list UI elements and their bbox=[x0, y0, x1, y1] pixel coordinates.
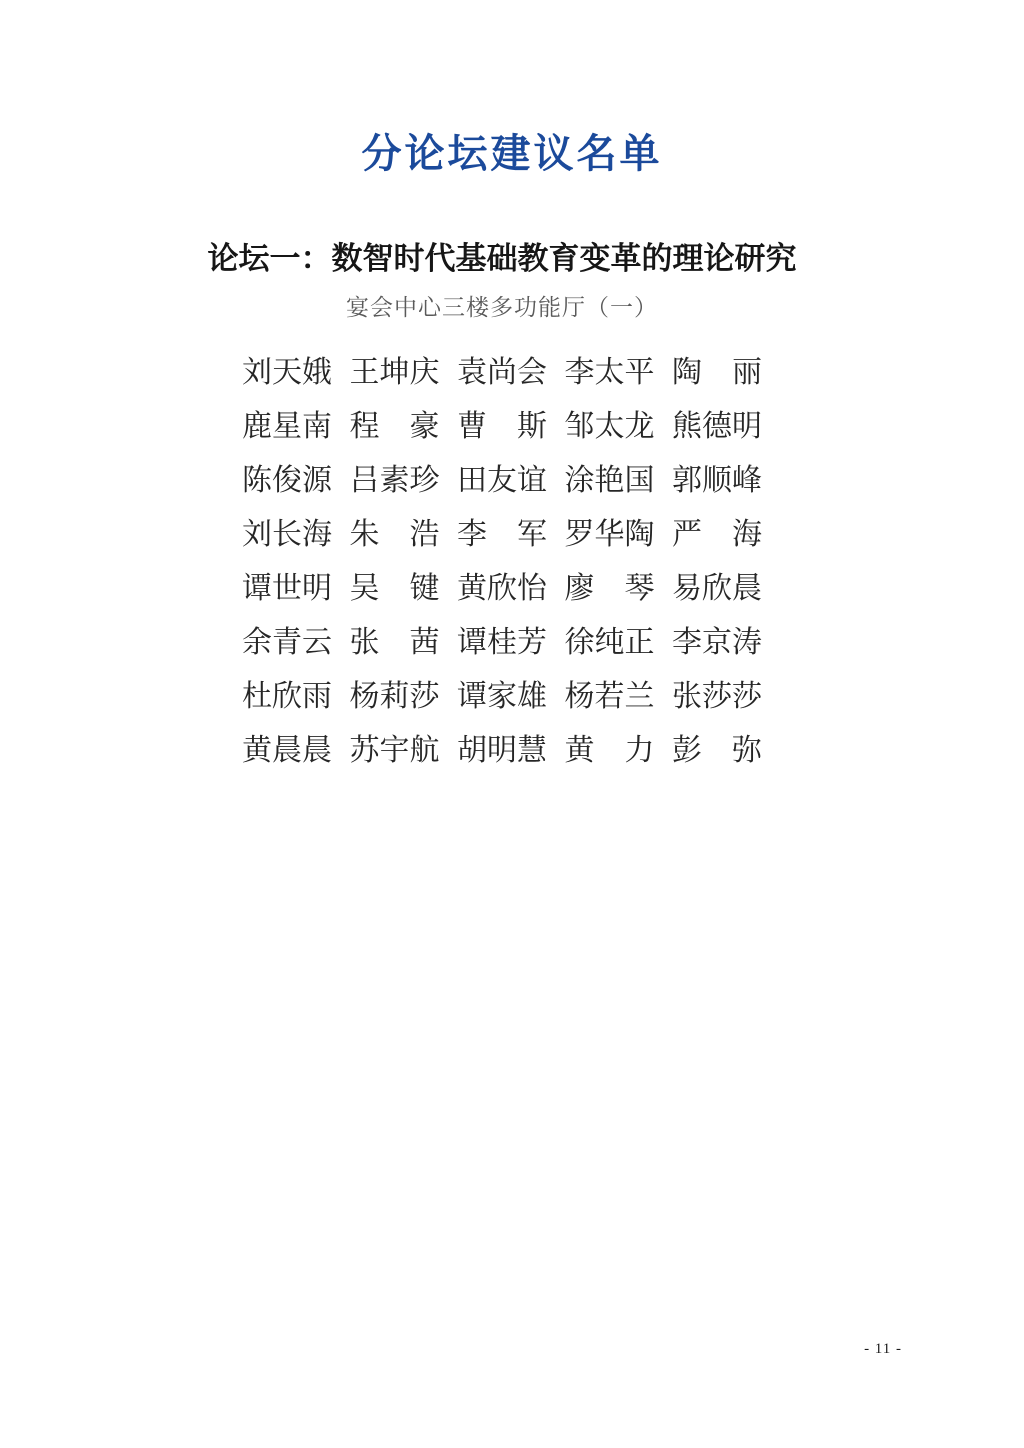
name-cell: 涂艳国 bbox=[564, 464, 655, 497]
page-number: - 11 - bbox=[864, 1341, 902, 1357]
name-cell: 张莎莎 bbox=[672, 680, 762, 713]
name-cell: 彭 弥 bbox=[672, 734, 762, 767]
name-cell: 田友谊 bbox=[457, 464, 547, 497]
name-cell: 杨莉莎 bbox=[349, 680, 440, 713]
name-cell: 邹太龙 bbox=[564, 410, 655, 443]
name-cell: 谭桂芳 bbox=[457, 626, 547, 659]
name-cell: 曹 斯 bbox=[457, 410, 547, 443]
name-cell: 胡明慧 bbox=[457, 734, 547, 767]
name-cell: 杜欣雨 bbox=[242, 680, 332, 713]
name-cell: 罗华陶 bbox=[564, 518, 655, 551]
name-cell: 谭世明 bbox=[242, 572, 332, 605]
name-cell: 吕素珍 bbox=[349, 464, 440, 497]
name-cell: 黄 力 bbox=[564, 734, 655, 767]
name-cell: 廖 琴 bbox=[564, 572, 655, 605]
name-cell: 吴 键 bbox=[349, 572, 440, 605]
page-title: 分论坛建议名单 bbox=[361, 132, 663, 176]
name-cell: 李 军 bbox=[457, 518, 547, 551]
name-cell: 易欣晨 bbox=[672, 572, 762, 605]
name-cell: 熊德明 bbox=[672, 410, 762, 443]
attendee-name-grid bbox=[242, 346, 764, 778]
name-cell: 王坤庆 bbox=[349, 356, 440, 389]
name-cell: 张 茜 bbox=[349, 626, 440, 659]
name-cell: 鹿星南 bbox=[242, 410, 332, 443]
name-cell: 程 豪 bbox=[349, 410, 440, 443]
name-cell: 黄欣怡 bbox=[457, 572, 547, 605]
name-cell: 余青云 bbox=[242, 626, 332, 659]
forum-heading: 论坛一：数智时代基础教育变革的理论研究 bbox=[207, 241, 797, 276]
name-cell: 刘长海 bbox=[242, 518, 332, 551]
name-cell: 朱 浩 bbox=[349, 518, 440, 551]
name-cell: 陈俊源 bbox=[242, 464, 332, 497]
name-cell: 徐纯正 bbox=[564, 626, 655, 659]
name-cell: 杨若兰 bbox=[564, 680, 655, 713]
name-cell: 苏宇航 bbox=[349, 734, 440, 767]
name-cell: 严 海 bbox=[672, 518, 762, 551]
name-cell: 李太平 bbox=[564, 356, 655, 389]
name-cell: 陶 丽 bbox=[672, 356, 762, 389]
name-cell: 郭顺峰 bbox=[672, 464, 762, 497]
name-cell: 李京涛 bbox=[672, 626, 762, 659]
name-cell: 袁尚会 bbox=[457, 356, 547, 389]
forum-venue: 宴会中心三楼多功能厅（一） bbox=[346, 295, 658, 320]
name-cell: 刘天娥 bbox=[242, 356, 332, 389]
name-cell: 黄晨晨 bbox=[242, 734, 332, 767]
name-cell: 谭家雄 bbox=[457, 680, 547, 713]
